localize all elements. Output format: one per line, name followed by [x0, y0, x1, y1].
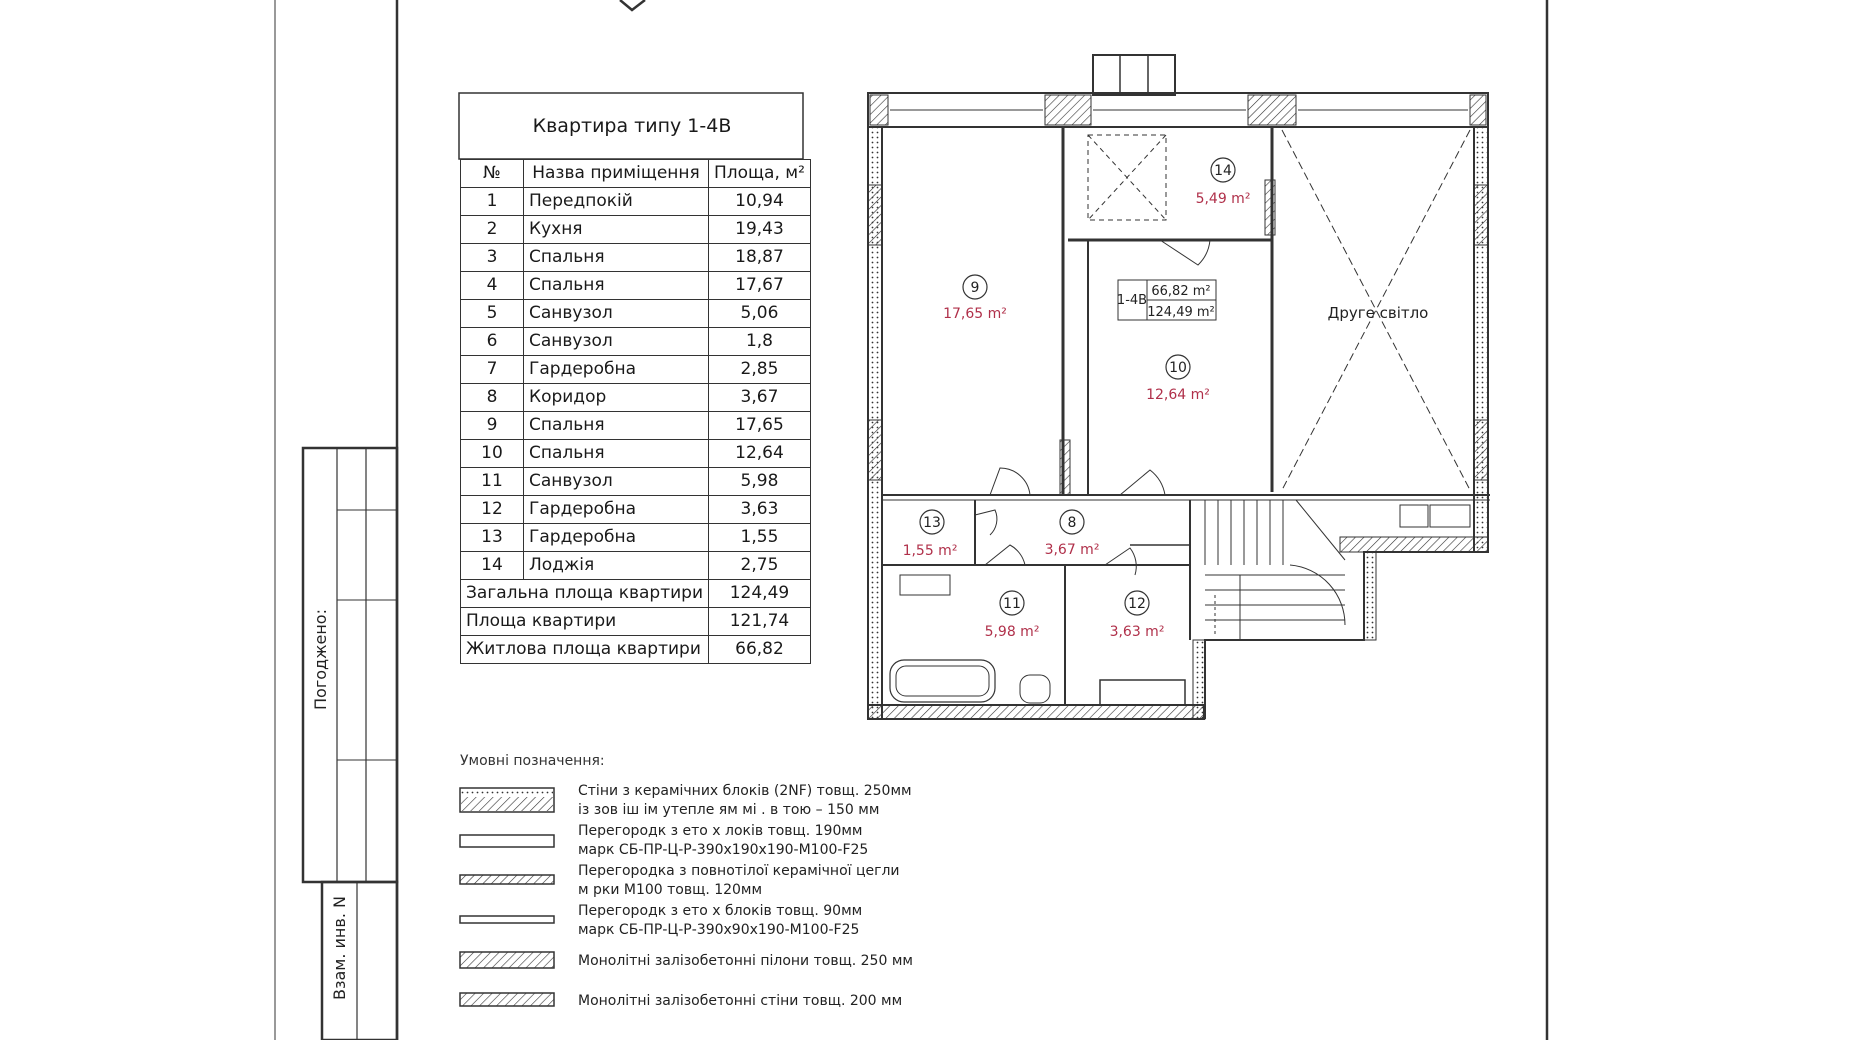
room-label-8 [1045, 510, 1100, 558]
cell-area: 3,63 [709, 496, 811, 524]
legend-item-2: Перегородк з ето х локів товщ. 190мм марк СБ-ПР-Ц-Р-390х190х190-М100-F25 [578, 823, 869, 858]
table-title: Квартира типу 1-4В [532, 115, 732, 137]
cell-area: 17,65 [709, 412, 811, 440]
cell-num: 4 [461, 272, 524, 300]
cell-area: 3,67 [709, 384, 811, 412]
toilet [1020, 675, 1050, 703]
cell-num: 11 [461, 468, 524, 496]
total-label: Житлова площа квартири [461, 636, 709, 664]
room-num-10: 10 [1169, 360, 1187, 376]
room-area-13: 1,55 m² [902, 543, 958, 559]
room-area-12: 3,63 m² [1109, 624, 1165, 640]
room-area-10: 12,64 m² [1146, 387, 1210, 403]
room-label-14 [1196, 158, 1251, 207]
cell-name: Гардеробна [524, 524, 709, 552]
totals-row [461, 580, 811, 608]
totals-row [461, 608, 811, 636]
cell-area: 1,55 [709, 524, 811, 552]
legend-symbol-2 [460, 835, 554, 847]
legend-title: Умовні позначення: [460, 753, 605, 769]
room-label-9 [943, 275, 1007, 322]
room-num-12: 12 [1128, 596, 1146, 612]
cell-num: 8 [461, 384, 524, 412]
cell-name: Спальня [524, 244, 709, 272]
staircase [1205, 500, 1345, 640]
apt-living-area: 66,82 m² [1151, 284, 1211, 299]
cell-name: Санвузол [524, 300, 709, 328]
table-row [461, 468, 811, 496]
room-label-12 [1110, 591, 1165, 640]
room-num-8: 8 [1067, 515, 1077, 531]
cell-area: 19,43 [709, 216, 811, 244]
cell-name: Спальня [524, 272, 709, 300]
side-stamp [303, 448, 397, 1040]
room-area-14: 5,49 m² [1195, 191, 1251, 207]
inv-label: Взам. инв. N [330, 896, 349, 1000]
cell-num: 12 [461, 496, 524, 524]
room-num-11: 11 [1003, 596, 1021, 612]
cell-num: 1 [461, 188, 524, 216]
legend-item-6: Монолітні залізобетонні стіни товщ. 200 мм [578, 993, 903, 1009]
apt-code: 1-4В [1116, 293, 1148, 308]
total-label: Загальна площа квартири [461, 580, 709, 608]
cell-name: Кухня [524, 216, 709, 244]
legend-item-4: Перегородк з ето х блоків товщ. 90мм марк СБ-ПР-Ц-Р-390х90х190-М100-F25 [578, 903, 863, 938]
cell-area: 2,85 [709, 356, 811, 384]
room-label-10 [1146, 355, 1210, 403]
cell-area: 12,64 [709, 440, 811, 468]
cell-num: 2 [461, 216, 524, 244]
cell-name: Передпокій [524, 188, 709, 216]
apt-total-area: 124,49 m² [1147, 305, 1215, 320]
room-area-11: 5,98 m² [984, 624, 1040, 640]
chimney [1093, 55, 1175, 95]
legend-symbol-5 [460, 952, 554, 968]
room-num-9: 9 [970, 280, 980, 296]
cell-name: Санвузол [524, 328, 709, 356]
total-value: 121,74 [709, 608, 811, 636]
cell-area: 10,94 [709, 188, 811, 216]
cell-area: 18,87 [709, 244, 811, 272]
cell-num: 9 [461, 412, 524, 440]
cell-name: Коридор [524, 384, 709, 412]
cell-area: 17,67 [709, 272, 811, 300]
room-num-14: 14 [1214, 163, 1232, 179]
table-row [461, 384, 811, 412]
cell-name: Гардеробна [524, 356, 709, 384]
table-row [461, 552, 811, 580]
cell-name: Лоджія [524, 552, 709, 580]
table-row [461, 244, 811, 272]
total-value: 124,49 [709, 580, 811, 608]
legend-symbol-3 [460, 875, 554, 884]
table-row [461, 356, 811, 384]
room-area-8: 3,67 m² [1044, 542, 1100, 558]
table-row [461, 412, 811, 440]
header-area: Площа, м² [709, 160, 811, 188]
exterior-wall-bottom [868, 705, 1204, 719]
room-num-13: 13 [923, 515, 941, 531]
header-name: Назва приміщення [524, 160, 709, 188]
legend-symbols [460, 788, 554, 1006]
total-label: Площа квартири [461, 608, 709, 636]
table-row [461, 300, 811, 328]
cell-name: Санвузол [524, 468, 709, 496]
header-num: № [461, 160, 524, 188]
cell-num: 6 [461, 328, 524, 356]
room-label-11 [985, 591, 1040, 640]
second-light-label: Друге світло [1327, 304, 1429, 322]
rooms-table [460, 159, 811, 664]
table-row [461, 328, 811, 356]
cell-num: 3 [461, 244, 524, 272]
legend-item-1: Стіни з керамічних блоків (2NF) товщ. 250мм із зов іш ім утепле ям мі . в тою – 150 мм [578, 783, 912, 818]
washbasin [900, 575, 950, 595]
cell-name: Спальня [524, 440, 709, 468]
legend-symbol-6 [460, 993, 554, 1006]
table-row [461, 440, 811, 468]
cell-num: 10 [461, 440, 524, 468]
legend-symbol-4 [460, 916, 554, 923]
legend-item-3: Перегородка з повнотілої керамічної цегли м рки М100 товщ. 120мм [578, 863, 900, 898]
total-value: 66,82 [709, 636, 811, 664]
table-row [461, 524, 811, 552]
legend-item-5: Монолітні залізобетонні пілони товщ. 250 мм [578, 953, 913, 969]
table-header-row [461, 160, 811, 188]
room-label-13 [903, 510, 958, 559]
cell-area: 5,98 [709, 468, 811, 496]
cell-num: 5 [461, 300, 524, 328]
room-area-9: 17,65 m² [943, 306, 1007, 322]
cell-num: 13 [461, 524, 524, 552]
table-row [461, 216, 811, 244]
table-row [461, 188, 811, 216]
cell-num: 7 [461, 356, 524, 384]
cell-name: Гардеробна [524, 496, 709, 524]
totals-row [461, 636, 811, 664]
cell-area: 5,06 [709, 300, 811, 328]
table-row [461, 496, 811, 524]
cell-name: Спальня [524, 412, 709, 440]
table-row [461, 272, 811, 300]
agreed-label: Погоджено: [311, 609, 330, 710]
cell-area: 2,75 [709, 552, 811, 580]
cell-num: 14 [461, 552, 524, 580]
cell-area: 1,8 [709, 328, 811, 356]
